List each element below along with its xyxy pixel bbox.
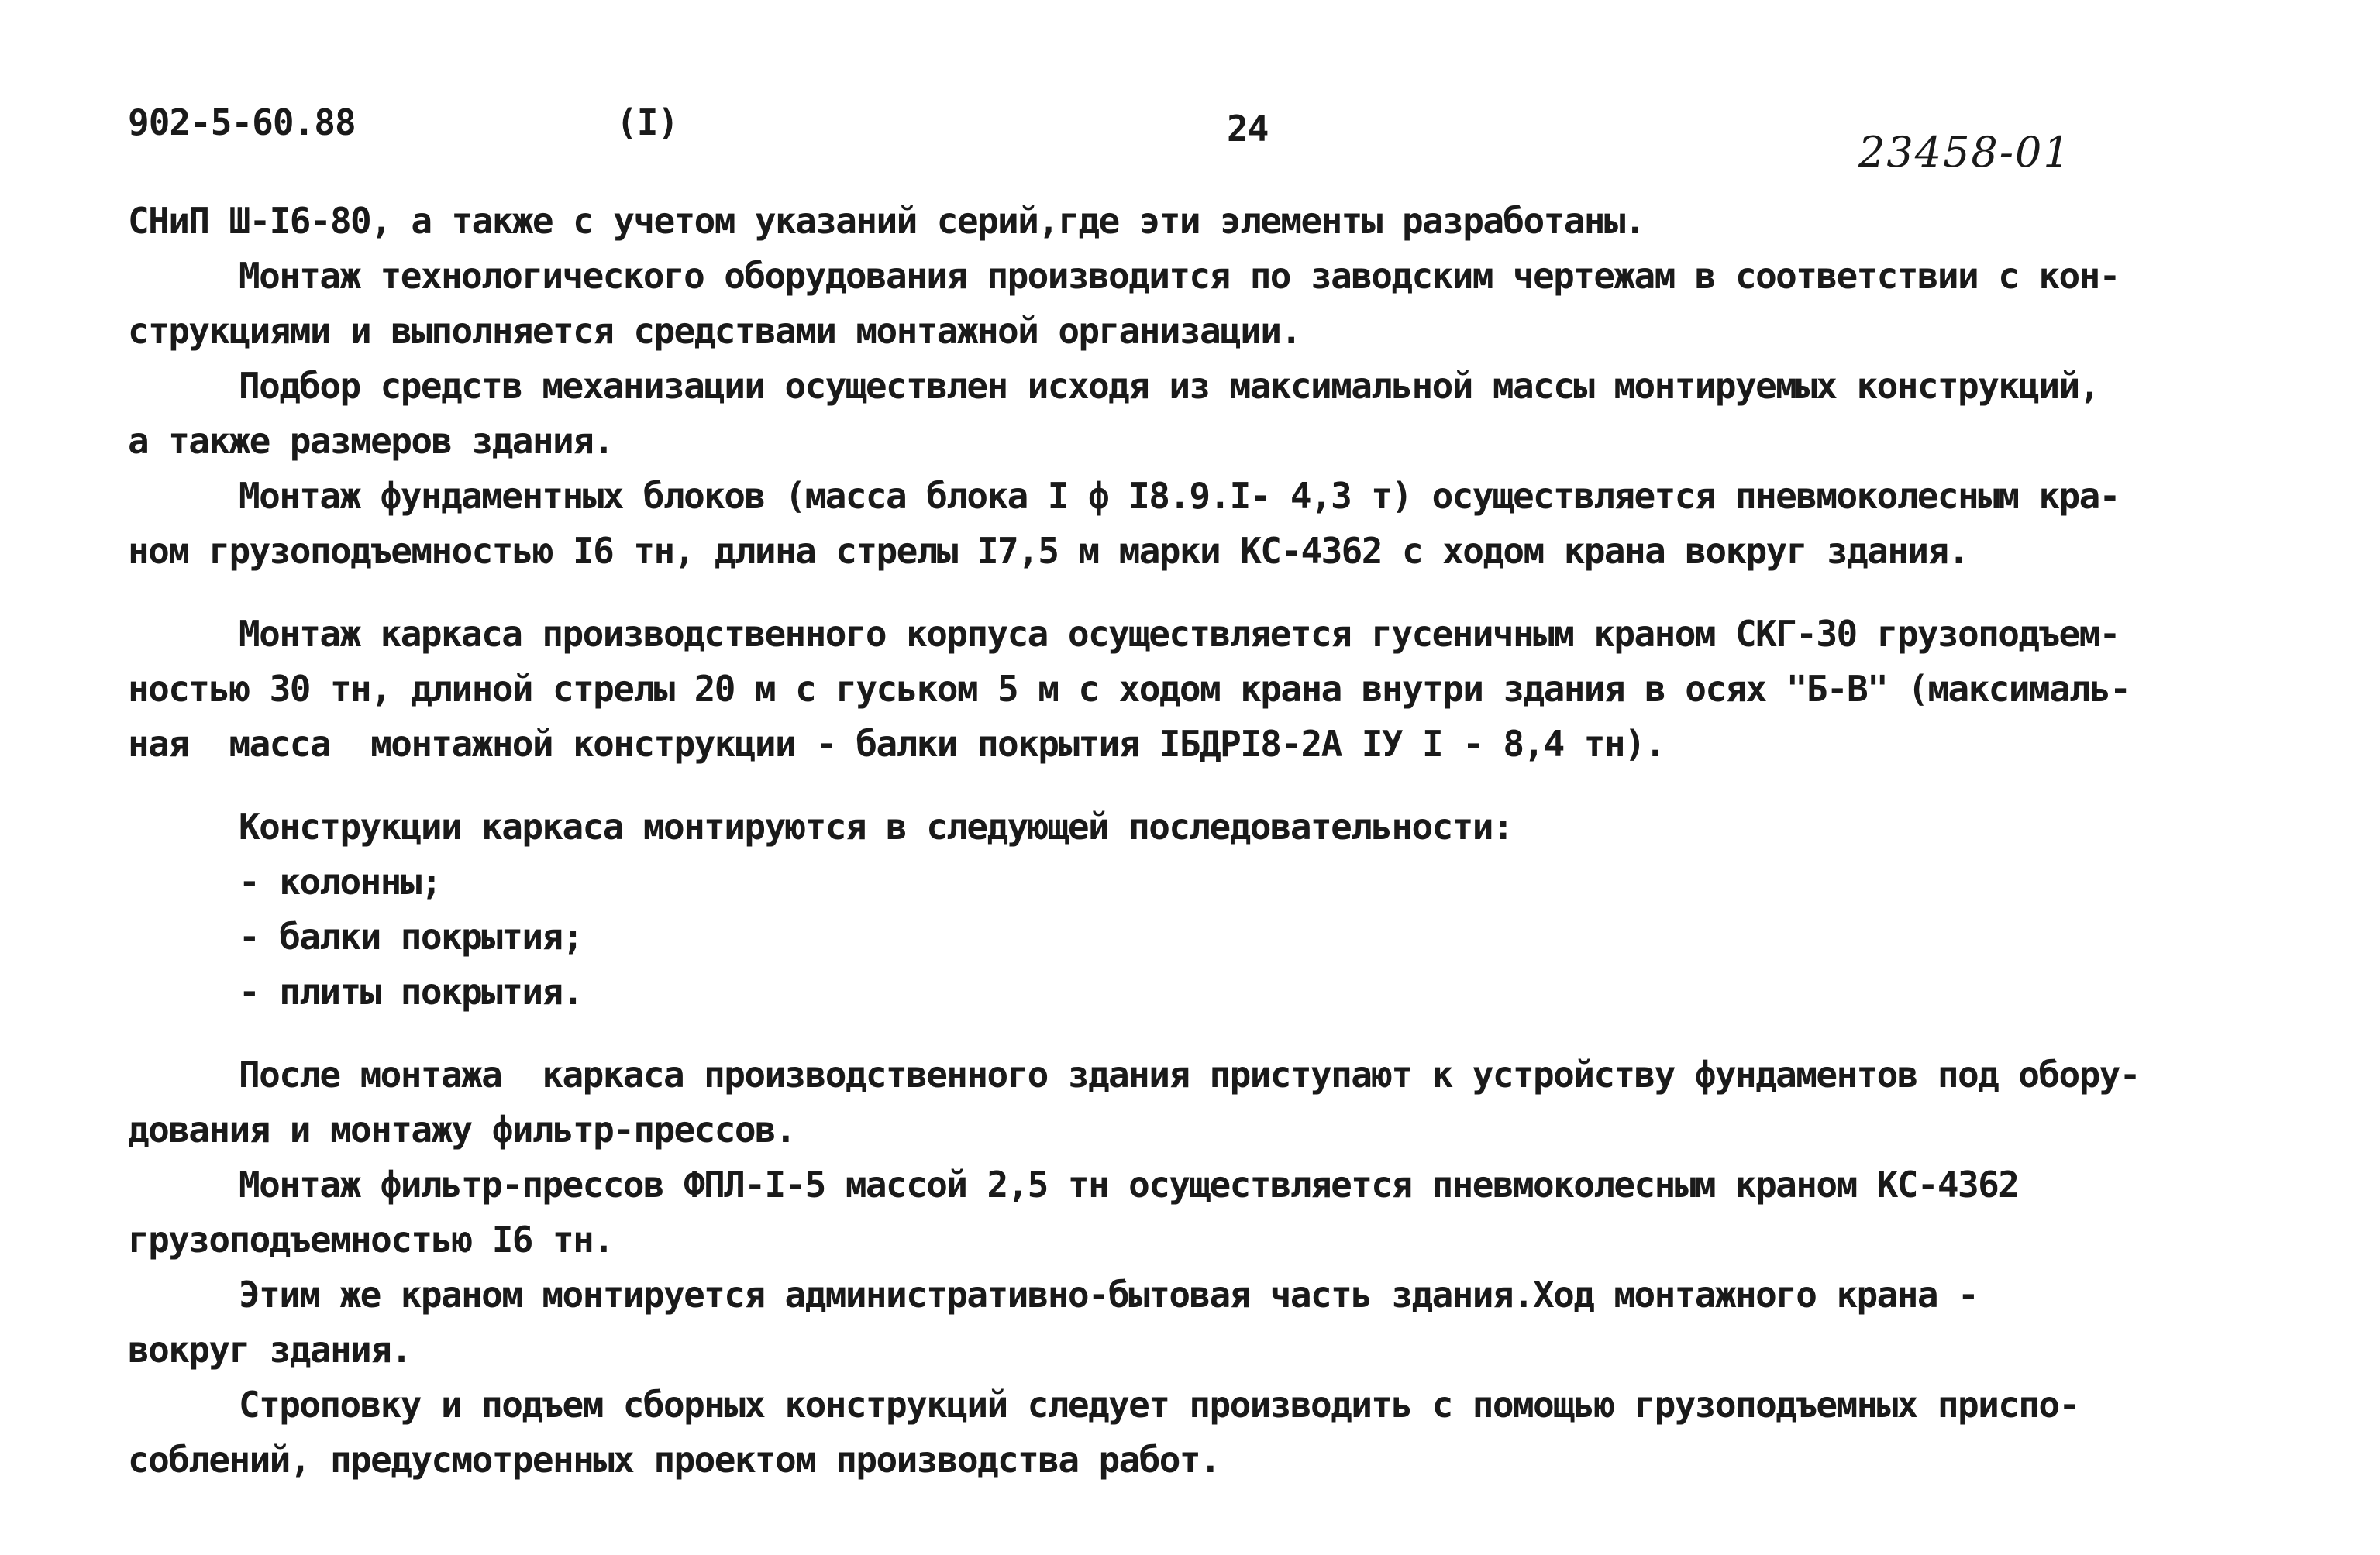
text-line: соблений, предусмотренных проектом производства работ. — [128, 1439, 1221, 1481]
list-item: - плиты покрытия. — [239, 971, 583, 1013]
text-line: вокруг здания. — [128, 1329, 412, 1371]
list-item: - балки покрытия; — [239, 916, 583, 958]
page-number: 24 — [1227, 108, 1269, 150]
text-line: струкциями и выполняется средствами монтажной организации. — [128, 310, 1301, 352]
inventory-number: 23458-01 — [1858, 128, 2072, 177]
text-line: Монтаж технологического оборудования производится по заводским чертежам в соответствии с кон- — [239, 255, 2120, 297]
text-line: Монтаж фильтр-прессов ФПЛ-I-5 массой 2,5 тн осуществляется пневмоколесным краном КС-4362 — [239, 1164, 2019, 1206]
document-body — [128, 194, 2298, 1488]
text-line: После монтажа каркаса производственного здания приступают к устройству фундаментов под обору- — [239, 1054, 2140, 1096]
text-line: Этим же краном монтируется административно-бытовая часть здания.Ход монтажного крана - — [239, 1274, 1979, 1316]
text-line: Конструкции каркаса монтируются в следующей последовательности: — [239, 806, 1513, 848]
text-line: СНиП Ш-I6-80, а также с учетом указаний серий,где эти элементы разработаны. — [128, 200, 1645, 242]
document-code: 902-5-60.88 — [128, 101, 356, 143]
text-line: а также размеров здания. — [128, 420, 614, 462]
text-line: ностью 30 тн, длиной стрелы 20 м с гуськом 5 м с ходом крана внутри здания в осях "Б-В" (максималь- — [128, 668, 2130, 710]
text-line: Монтаж фундаментных блоков (масса блока I ф I8.9.I- 4,3 т) осуществляется пневмоколесным кра- — [239, 475, 2120, 517]
volume-number: (I) — [616, 101, 679, 143]
text-line: Строповку и подъем сборных конструкций следует производить с помощью грузоподъемных приспо- — [239, 1384, 2079, 1426]
text-line: ном грузоподъемностью I6 тн, длина стрелы I7,5 м марки КС-4362 с ходом крана вокруг здания. — [128, 530, 1968, 572]
list-item: - колонны; — [239, 861, 441, 903]
text-line: ная масса монтажной конструкции - балки покрытия IБДРI8-2А IУ I - 8,4 тн). — [128, 723, 1665, 765]
text-line: дования и монтажу фильтр-прессов. — [128, 1109, 796, 1151]
text-line: Монтаж каркаса производственного корпуса осуществляется гусеничным краном СКГ-30 грузоподъем- — [239, 613, 2120, 655]
text-line: грузоподъемностью I6 тн. — [128, 1219, 614, 1261]
text-line: Подбор средств механизации осуществлен исходя из максимальной массы монтируемых конструкций, — [239, 365, 2099, 407]
